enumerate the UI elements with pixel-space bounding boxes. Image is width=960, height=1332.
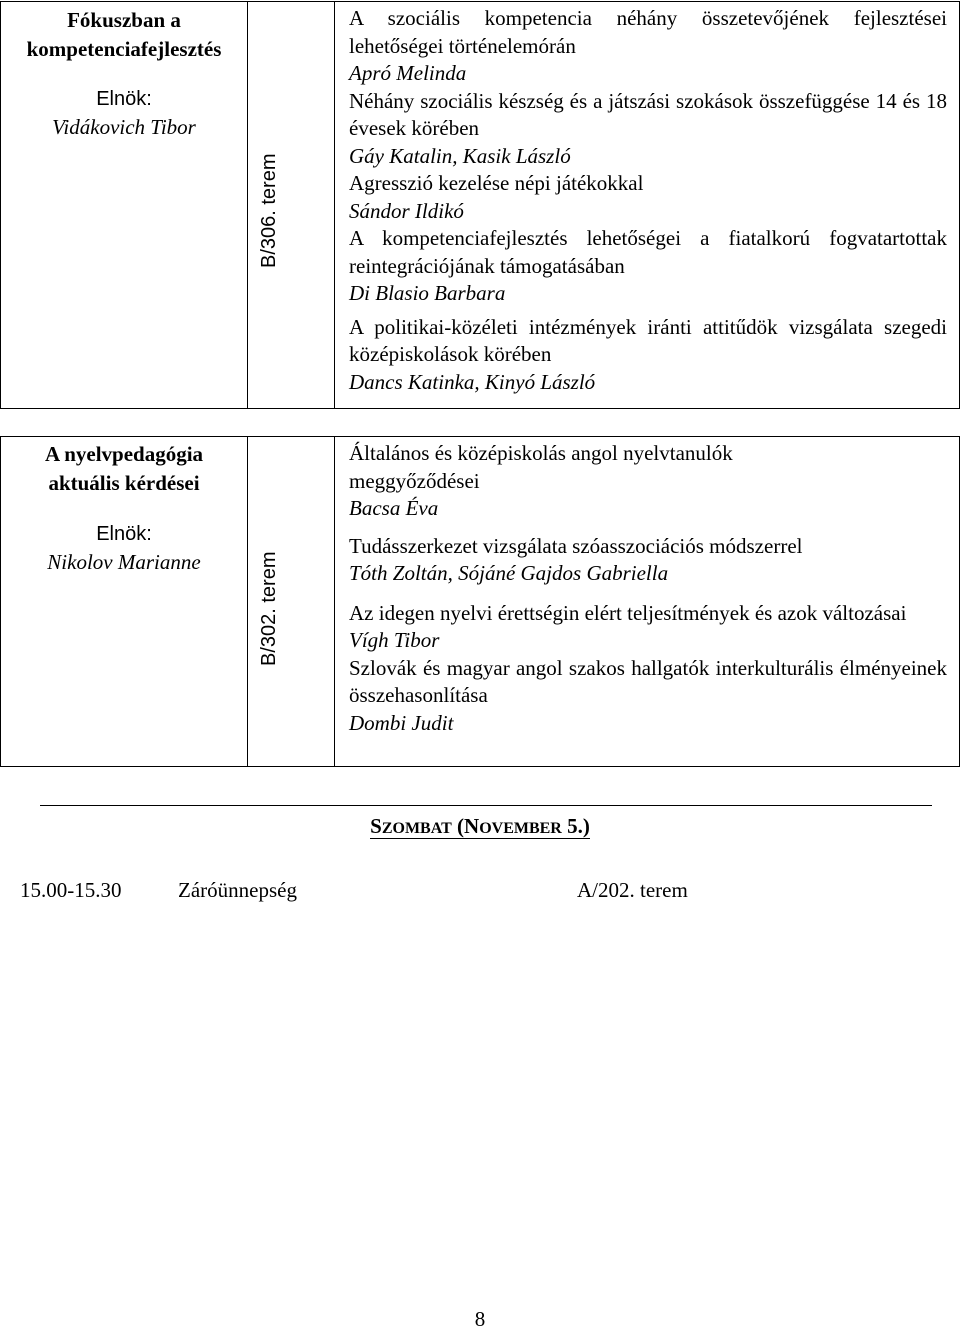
section-info-cell — [1, 437, 248, 767]
talk-item — [335, 314, 959, 397]
horizontal-rule — [40, 805, 932, 806]
talk-title: Tudásszerkezet vizsgálata szóasszociációs módszerrel — [349, 533, 803, 558]
talk-item — [335, 5, 959, 88]
session-table-1 — [0, 1, 960, 409]
talk-authors: Apró Melinda — [349, 61, 467, 85]
talk-title: Szlovák és magyar angol szakos hallgatók interkulturális élményeinek összehasonlítása — [349, 655, 947, 707]
section-title-line-2: aktuális kérdései — [48, 471, 200, 495]
room-label: B/306. terem — [258, 153, 280, 268]
chair-name: Vidákovich Tibor — [52, 115, 196, 139]
talk-title: Általános és középiskolás angol nyelvtanulók meggyőződései — [349, 441, 733, 493]
day-heading-part: ZOMBAT — [381, 820, 452, 837]
talk-title: A politikai-közéleti intézmények iránti attitűdök vizsgálata szegedi középiskolások körében — [349, 314, 947, 366]
day-heading-part: (N — [451, 814, 480, 838]
talk-item — [335, 225, 959, 308]
chair-name: Nikolov Marianne — [47, 550, 201, 574]
talk-item — [335, 600, 959, 655]
talk-item — [335, 440, 959, 523]
day-heading — [0, 812, 960, 843]
section-title-line-1: Fókuszban a — [67, 8, 181, 32]
talk-authors: Dancs Katinka, Kinyó László — [349, 369, 596, 394]
page-number: 8 — [474, 1307, 486, 1331]
talk-item — [335, 533, 959, 588]
talks-cell — [335, 2, 960, 409]
talk-item — [335, 88, 959, 171]
talk-title: A szociális kompetencia néhány összetevőjének fejlesztései lehetőségei történelemórán — [349, 6, 947, 58]
talk-item — [335, 655, 959, 738]
session-table-2 — [0, 436, 960, 767]
talk-authors: Vígh Tibor — [349, 628, 440, 652]
section-title-line-1: A nyelvpedagógia — [44, 442, 204, 466]
talk-authors: Dombi Judit — [349, 710, 454, 735]
section-info-cell — [1, 2, 248, 409]
day-heading-part: OVEMBER — [479, 820, 562, 837]
talk-authors: Gáy Katalin, Kasik László — [349, 143, 571, 168]
talk-title: A kompetenciafejlesztés lehetőségei a fiatalkorú fogvatartottak reintegrációjának támogatásában — [349, 226, 947, 278]
talk-title: Néhány szociális készség és a játszási szokások összefüggése 14 és 18 évesek körében — [349, 88, 947, 140]
day-heading-part: S — [370, 814, 382, 838]
talk-title: Agresszió kezelése népi játékokkal — [349, 171, 644, 195]
talk-authors: Bacsa Éva — [349, 496, 439, 520]
room-cell — [248, 2, 335, 409]
talks-cell — [335, 437, 960, 767]
chair-label: Elnök: — [96, 523, 152, 545]
day-heading-text — [370, 814, 590, 839]
room-label: B/302. terem — [258, 551, 280, 666]
chair-label: Elnök: — [96, 88, 152, 110]
room-cell — [248, 437, 335, 767]
closing-time: 15.00-15.30 — [20, 878, 122, 902]
talk-authors: Di Blasio Barbara — [349, 281, 506, 305]
talk-authors: Sándor Ildikó — [349, 198, 464, 223]
talk-title: Az idegen nyelvi érettségin elért teljesítmények és azok változásai — [349, 600, 907, 625]
closing-event-name: Záróünnepség — [178, 878, 297, 902]
talk-item — [335, 170, 959, 225]
closing-room: A/202. terem — [577, 878, 688, 902]
day-heading-part: 5.) — [561, 814, 590, 838]
talk-authors: Tóth Zoltán, Sójáné Gajdos Gabriella — [349, 561, 669, 585]
section-title-line-2: kompetenciafejlesztés — [26, 37, 222, 61]
